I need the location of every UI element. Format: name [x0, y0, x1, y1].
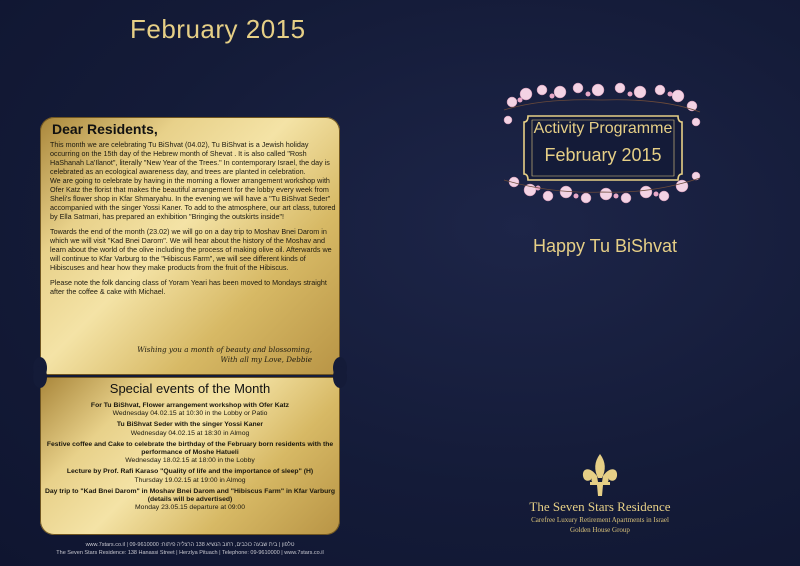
letter-paragraph: Towards the end of the month (23.02) we will go on a day trip to Moshav Bnei Darom in which we will visit "Kad Bnei Darom". We will hear about the history of the Moshav and learn about the world of the olive including the process of making olive oil. Afterwards we will continue to Kfar Varburg to the "Hibiscus Farm", we will see different kinds of Hibiscuses and hear how they make products from the fruit of the Hibiscus.: [50, 227, 332, 272]
event-item: [40, 421, 340, 438]
event-item: [40, 488, 340, 513]
event-detail: Monday 23.05.15 departure at 09:00: [135, 504, 245, 512]
letter-paragraph: Please note the folk dancing class of Yoram Yeari has been moved to Mondays straight after the coffee & cake with Michael.: [50, 278, 327, 296]
event-name: Lecture by Prof. Rafi Karaso "Quality of life and the importance of sleep" (H): [66, 468, 314, 476]
letter-salutation: Dear Residents,: [52, 121, 158, 137]
events-list: [40, 402, 340, 515]
events-title: Special events of the Month: [109, 381, 271, 396]
fleur-de-lis-logo-icon: [580, 452, 620, 498]
greeting: Happy Tu BiShvat: [532, 236, 678, 256]
letter-body: [50, 140, 340, 302]
event-name: For Tu BiShvat, Flower arrangement workshop with Ofer Katz: [90, 402, 290, 409]
event-detail: Wednesday 18.02.15 at 18:00 in the Lobby: [125, 457, 255, 465]
event-item: [40, 441, 340, 466]
letter-panel: [40, 117, 340, 375]
footer: [40, 541, 340, 557]
signature-line: With all my Love, Debbie: [220, 355, 312, 364]
footer-line-hebrew: www.7stars.co.il | 09-9610000 :טלפון | בית שבעה כוכבים, רחוב הנשיא 138 הרצליה פיתוח: [85, 542, 295, 548]
event-detail: Thursday 19.02.15 at 19:00 in Almog: [134, 476, 246, 484]
brand-name: The Seven Stars Residence: [529, 499, 671, 514]
letter-paragraph: This month we are celebrating Tu BiShvat (04.02), Tu BiShvat is a Jewish holiday occurring on the 15th day of the Hebrew month of Shevat . It is also called "Rosh HaShanah La'Ilanot", literally "New Year of the Trees." In contemporary Israel, the day is celebrated as an ecological awareness day, and trees are planted in celebration.: [50, 140, 330, 176]
event-name: Day trip to "Kad Bnei Darom" in Moshav Bnei Darom and "Hibiscus Farm" in Kfar Varburg (details will be advertised): [44, 487, 336, 504]
event-detail: Wednesday 04.02.15 at 18:30 in Almog: [130, 429, 250, 437]
programme-title: Activity Programme: [533, 120, 673, 137]
programme-month: February 2015: [544, 145, 662, 165]
event-name: Tu BiShvat Seder with the singer Yossi Kaner: [116, 421, 264, 429]
event-detail: Wednesday 04.02.15 at 10:30 in the Lobby or Patio: [112, 410, 268, 418]
event-name: Festive coffee and Cake to celebrate the birthday of the February born residents with the performance of Moshe Hatueli: [46, 440, 334, 457]
brand-tagline: Carefree Luxury Retirement Apartments in Israel: [531, 516, 669, 524]
events-panel: [40, 377, 340, 535]
letter-paragraph: We are going to celebrate by having in the morning a flower arrangement workshop with Ofer Katz the florist that makes the beautiful arrangement for the lobby every week from Sheli's flower shop in Kfar Shmaryahu. In the evening we will have a "Tu BiShvat Seder" accompanied with the singer Yossi Kaner. To add to the atmosphere, our art class, tutored by Ella Satmari, has prepared an exhibition "Bringing the outskirts inside"!: [50, 176, 336, 221]
footer-line-english: The Seven Stars Residence: 138 Hanassi Street | Herzlya Pituach | Telephone: 09-9610000 | www.7stars.co.il: [56, 550, 324, 556]
brand-group: Golden House Group: [570, 526, 630, 534]
event-item: [40, 402, 340, 419]
event-item: [40, 468, 340, 485]
page-title: February 2015: [130, 14, 306, 44]
letter-signature: [137, 345, 312, 365]
signature-line: Wishing you a month of beauty and blossoming,: [137, 345, 312, 354]
